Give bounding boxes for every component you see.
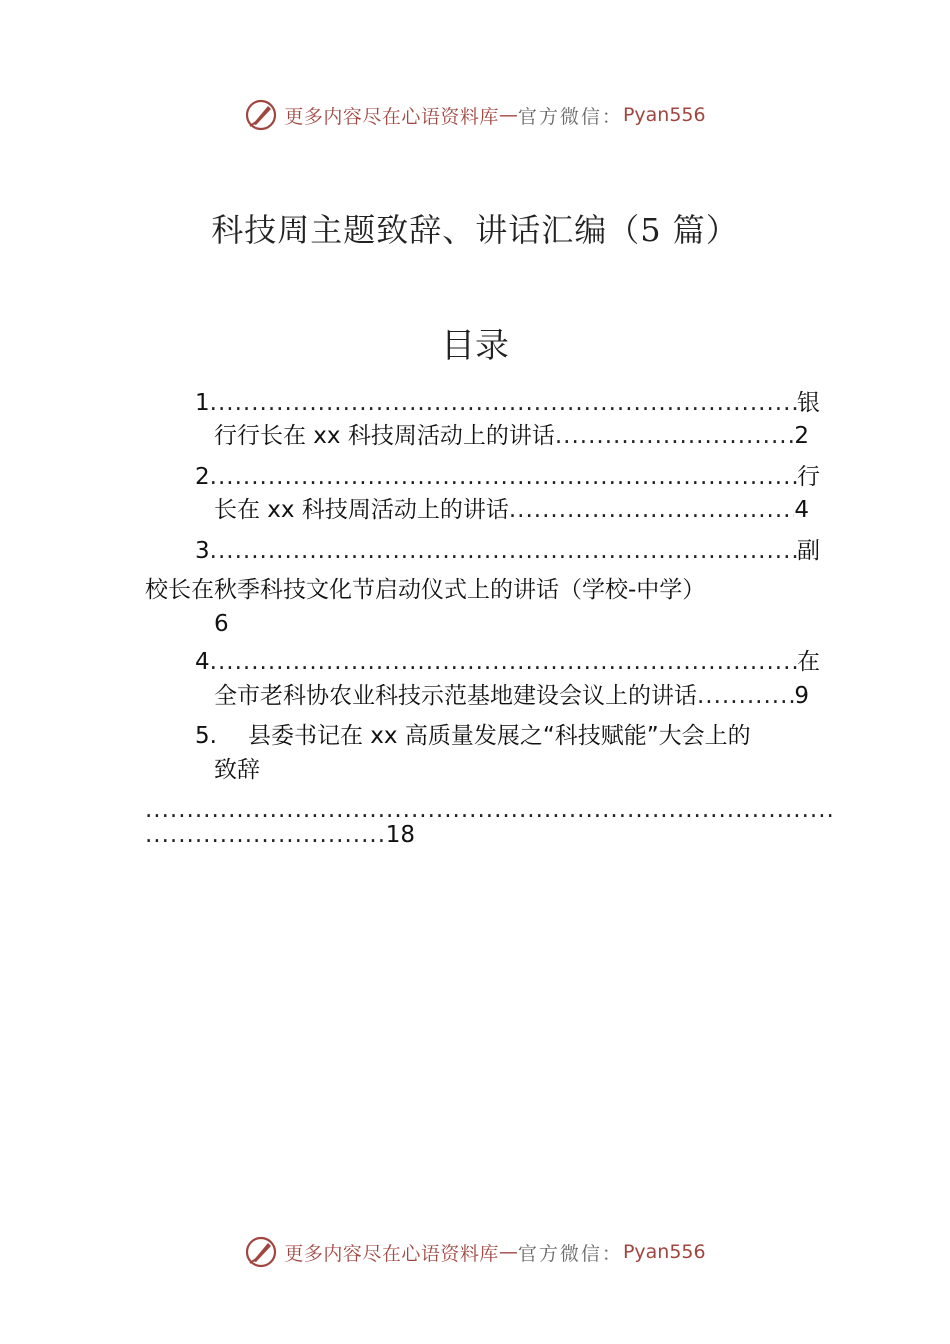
quill-pen-logo [244,98,278,132]
toc-entry-4-line2[interactable] [214,681,809,711]
toc-leader-dots [697,681,794,711]
toc-entry-title: 长在 xx 科技周活动上的讲话 [214,497,509,523]
toc-entry-number: 3 [195,538,210,564]
toc-leader-dots [210,647,797,677]
toc-entry-number: 4 [195,649,210,675]
quill-pen-logo [244,1235,278,1269]
document-title: 科技周主题致辞、讲话汇编（5 篇） [211,211,739,249]
watermark-banner-bottom [0,1232,950,1272]
toc-entry-5-title-line1[interactable]: 县委书记在 xx 高质量发展之“科技赋能”大会上的 [248,723,751,749]
watermark-separator: — [498,1241,518,1263]
watermark-account: Pyan556 [622,1241,706,1263]
toc-entry-5-title-line2[interactable]: 致辞 [214,757,260,783]
toc-entry-2-line1[interactable] [195,462,820,492]
toc-entry-page: 2 [794,423,809,449]
watermark-account: Pyan556 [622,104,706,126]
watermark-separator: — [498,104,518,126]
toc-entry-3-page: 6 [214,611,229,637]
toc-entry-number: 2 [195,464,210,490]
watermark-label: 官方微信： [517,1242,623,1265]
toc-entry-2-line2[interactable] [214,495,809,525]
watermark-banner-top [0,95,950,135]
toc-entry-4-line1[interactable] [195,647,820,677]
toc-entry-first-char: 副 [797,538,820,564]
toc-leader-dots [509,495,795,525]
toc-entry-1-line2[interactable] [214,421,809,451]
toc-heading: 目录 [441,326,509,366]
toc-entry-5-number: 5. [195,723,217,749]
toc-entry-5-page-line[interactable] [145,820,415,850]
toc-leader-dots [210,536,797,566]
toc-entry-3-title[interactable]: 校长在秋季科技文化节启动仪式上的讲话（学校-中学） [145,577,706,603]
toc-entry-first-char: 行 [797,464,820,490]
toc-entry-page: 18 [385,822,415,848]
toc-entry-title: 行行长在 xx 科技周活动上的讲话 [214,423,555,449]
toc-entry-page: 4 [794,497,809,523]
toc-entry-title: 全市老科协农业科技示范基地建设会议上的讲话 [214,683,697,709]
toc-entry-3-line1[interactable] [195,536,820,566]
toc-entry-page: 9 [794,683,809,709]
toc-leader-dots [555,421,795,451]
watermark-site-text: 更多内容尽在心语资料库 [284,105,499,128]
toc-entry-first-char: 在 [797,649,820,675]
toc-entry-1-line1[interactable] [195,388,820,418]
toc-entry-first-char: 银 [797,390,820,416]
toc-leader-dots [145,820,386,850]
toc-leader-dots [210,388,797,418]
toc-entry-number: 1 [195,390,210,416]
watermark-site-text: 更多内容尽在心语资料库 [284,1242,499,1265]
watermark-label: 官方微信： [517,105,623,128]
toc-leader-dots [210,462,797,492]
